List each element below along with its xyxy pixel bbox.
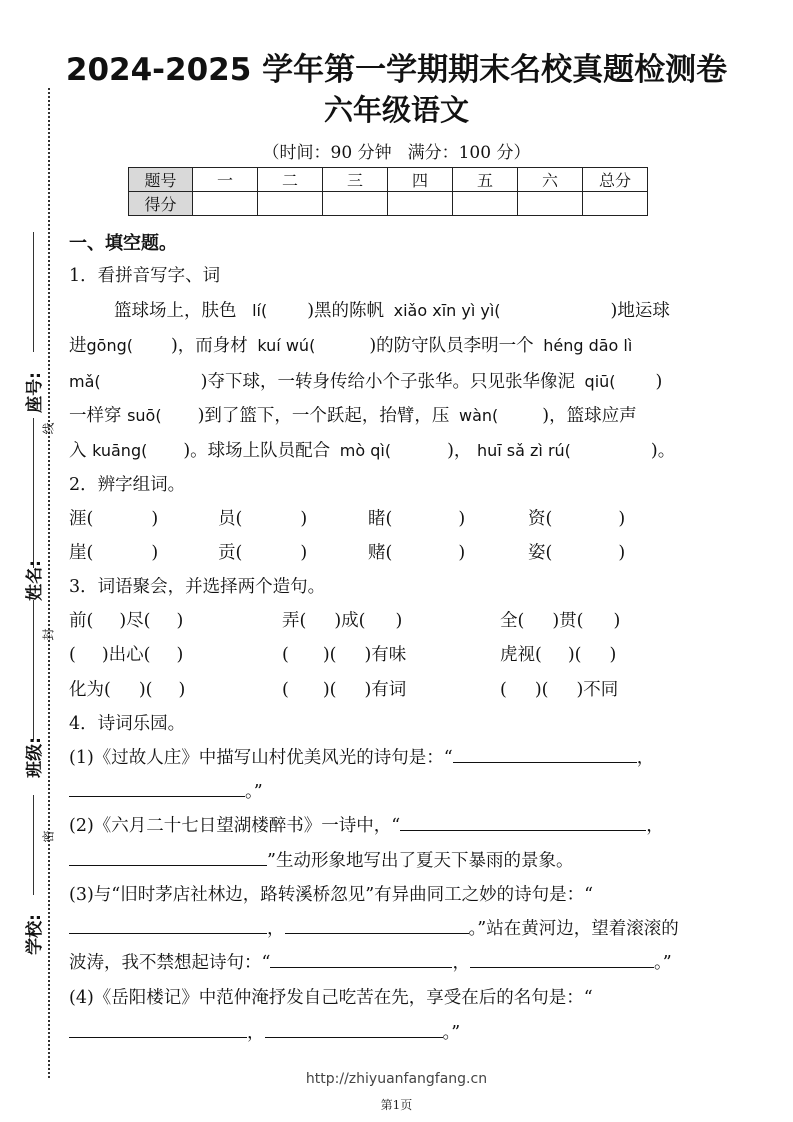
q3-part: )尽( [119,611,151,631]
q1-line5 [69,437,675,462]
q3-part: ) [176,611,184,631]
q2-item[interactable] [528,539,625,564]
q3-part: )( [567,645,582,665]
score-cell[interactable] [518,192,583,216]
q3-part: ) [395,611,403,631]
exam-subject: 六年级语文 [323,93,469,127]
q4-p2-line2 [69,847,573,872]
col-6: 六 [518,168,583,192]
q3-part: ) [176,645,184,665]
q3-part: )有味 [364,645,407,665]
q2-char: 姿( [528,543,553,563]
q2-item[interactable] [69,505,158,530]
q4-text: ， [267,919,285,939]
pinyin: kuāng( [92,441,148,460]
q2-title: 2．辨字组词。 [69,475,186,495]
pinyin: huī sǎ zì rú( [476,441,571,460]
pinyin: héng dāo lì [543,336,633,355]
q2-close: ) [618,509,626,529]
q3-part: 弄( [282,611,307,631]
q2-char: 睹( [368,509,393,529]
poem-blank[interactable] [265,1021,443,1038]
q3-part: )( [322,680,337,700]
score-table-score-row [129,192,648,216]
q2-close: ) [618,543,626,563]
col-2: 二 [258,168,323,192]
name-fill-line[interactable] [33,418,34,568]
seat-label: 座号: [24,372,45,413]
q3-part: )有词 [364,680,407,700]
q3-part: )( [138,680,153,700]
q2-char: 崖( [69,543,94,563]
exam-title: 2024-2025 学年第一学期期末名校真题检测卷 [65,52,728,88]
q3-part: ( [282,645,289,665]
q3-idiom[interactable] [69,676,185,701]
q4-text: (2)《六月二十七日望湖楼醉书》一诗中，“ [69,816,401,836]
exam-info [0,138,793,163]
q3-part: ( [500,680,507,700]
q3-part: 化为( [69,680,111,700]
q3-part: 虎视( [500,645,542,665]
poem-blank[interactable] [270,951,452,968]
pinyin: qiū( [584,372,616,391]
pinyin: suō( [127,406,162,425]
q3-part: 前( [69,611,94,631]
pinyin: mǎ( [69,372,101,391]
q3-idiom[interactable] [69,607,183,632]
score-cell[interactable] [258,192,323,216]
q3-part: )成( [334,611,366,631]
q1-text: 入 [69,441,87,461]
q3-part: )( [322,645,337,665]
q4-text: 波涛，我不禁想起诗句：“ [69,953,271,973]
q1-line3 [69,368,662,393]
score-cell[interactable] [453,192,518,216]
q3-idiom[interactable] [500,676,618,701]
q4-p4-line1: (4)《岳阳楼记》中范仲淹抒发自己吃苦在先，享受在后的名句是：“ [69,988,593,1008]
q3-idiom[interactable] [500,607,620,632]
q4-text: 。” [245,782,263,802]
q1-line1 [114,297,670,322]
q3-idiom[interactable] [282,607,402,632]
poem-blank[interactable] [453,746,637,763]
q4-text: ， [636,748,655,768]
q1-line2 [69,332,632,357]
name-label: 姓名: [24,560,45,601]
poem-blank[interactable] [285,917,469,934]
q1-text: )。球场上队员配合 [183,441,331,461]
q4-text: 。”站在黄河边，望着滚滚的 [468,919,679,939]
q3-idiom[interactable] [282,641,406,666]
q4-text: ”生动形象地写出了夏天下暴雨的景象。 [267,851,574,871]
q1-text: 进 [69,336,87,356]
q1-text: )，篮球应声 [542,406,637,426]
q1-text: )。 [650,441,676,461]
poem-blank[interactable] [69,917,267,934]
pinyin: lí( [252,301,268,320]
q2-item[interactable] [218,505,307,530]
poem-blank[interactable] [69,1021,247,1038]
col-4: 四 [388,168,453,192]
poem-blank[interactable] [69,780,245,797]
binding-dotted-line [48,88,50,1078]
pinyin: mò qì( [339,441,392,460]
q4-p3-line2 [69,915,679,940]
q4-p1-line2 [69,778,263,803]
score-table-header-row [129,168,648,192]
q2-item[interactable] [218,539,307,564]
watermark-url: http://zhiyuanfangfang.cn [305,1071,488,1087]
pinyin: xiǎo xīn yì yì( [393,301,501,320]
q2-item[interactable] [69,539,158,564]
class-label: 班级: [24,737,45,778]
q3-part: 全( [500,611,525,631]
row-header-score: 得分 [129,192,193,216]
q4-title: 4．诗词乐园。 [69,714,186,734]
q2-close: ) [151,543,159,563]
q4-text: 。” [442,1023,461,1043]
q4-text: ， [452,953,470,973]
q1-text: ) [655,372,663,392]
class-fill-line[interactable] [33,600,34,740]
poem-blank[interactable] [400,814,646,831]
seal-char-secret: 密 [41,830,56,843]
q4-text: 。” [653,953,672,973]
q2-item[interactable] [368,539,465,564]
seat-fill-line[interactable] [33,232,34,352]
q2-close: ) [458,509,466,529]
q4-p3-line3 [69,949,672,974]
q2-close: ) [300,509,308,529]
col-1: 一 [193,168,258,192]
col-total: 总分 [583,168,648,192]
q1-text: )地运球 [610,301,670,321]
q1-text: 一样穿 [69,406,122,426]
q2-char: 员( [218,509,243,529]
q1-text: )，而身材 [170,336,248,356]
q2-close: ) [458,543,466,563]
score-table [128,167,648,216]
q3-part: )出心( [101,645,151,665]
q3-part: ( [282,680,289,700]
q1-text: )， [447,441,472,461]
q1-text: )黑的陈帆 [307,301,385,321]
q2-close: ) [151,509,159,529]
q3-idiom[interactable] [500,641,616,666]
q4-p4-line2 [69,1019,460,1044]
seal-char-line: 线 [41,422,56,435]
school-label: 学校: [24,914,45,955]
q4-text: (1)《过故人庄》中描写山村优美风光的诗句是：“ [69,748,453,768]
q3-part: )( [534,680,549,700]
seal-char-seal: 封 [41,628,56,641]
q4-text: ， [646,816,664,836]
school-fill-line[interactable] [33,795,34,895]
q2-char: 资( [528,509,553,529]
q1-title: 1．看拼音写字、词 [69,266,221,286]
section1-heading: 一、填空题。 [69,233,177,254]
q1-line4 [69,402,637,427]
q3-part: ) [609,645,617,665]
col-3: 三 [323,168,388,192]
exam-time: （时间：90 分钟 [262,143,392,163]
poem-blank[interactable] [69,849,267,866]
score-cell[interactable] [388,192,453,216]
q3-idiom[interactable] [282,676,406,701]
q4-p1-line1 [69,744,654,769]
q2-char: 赌( [368,543,393,563]
q3-part: )贯( [552,611,584,631]
pinyin: wàn( [459,406,499,425]
score-cell[interactable] [193,192,258,216]
q2-item[interactable] [528,505,625,530]
q2-item[interactable] [368,505,465,530]
q3-part: ( [69,645,76,665]
q2-char: 贡( [218,543,243,563]
score-cell[interactable] [323,192,388,216]
q1-text: )的防守队员李明一个 [369,336,534,356]
page-number: 第1页 [380,1098,413,1112]
q4-p3-line1: (3)与“旧时茅店社林边，路转溪桥忽见”有异曲同工之妙的诗句是：“ [69,885,594,905]
exam-full-score: 满分：100 分） [407,143,531,163]
q1-text: )夺下球，一转身传给小个子张华。只见张华像泥 [200,372,575,392]
pinyin: kuí wú( [257,336,316,355]
q3-part: )不同 [576,680,619,700]
poem-blank[interactable] [470,951,654,968]
q3-part: ) [613,611,621,631]
q3-idiom[interactable] [69,641,183,666]
q2-char: 涯( [69,509,94,529]
q3-part: ) [178,680,186,700]
pinyin: gōng( [86,336,133,355]
q1-text: )到了篮下，一个跃起，抬臂，压 [197,406,450,426]
col-5: 五 [453,168,518,192]
q2-close: ) [300,543,308,563]
score-cell[interactable] [583,192,648,216]
row-header-number: 题号 [129,168,193,192]
q4-text: ， [247,1023,265,1043]
q3-title: 3．词语聚会，并选择两个造句。 [69,577,326,597]
q4-p2-line1 [69,812,664,837]
q1-text: 篮球场上，肤色 [114,301,237,321]
